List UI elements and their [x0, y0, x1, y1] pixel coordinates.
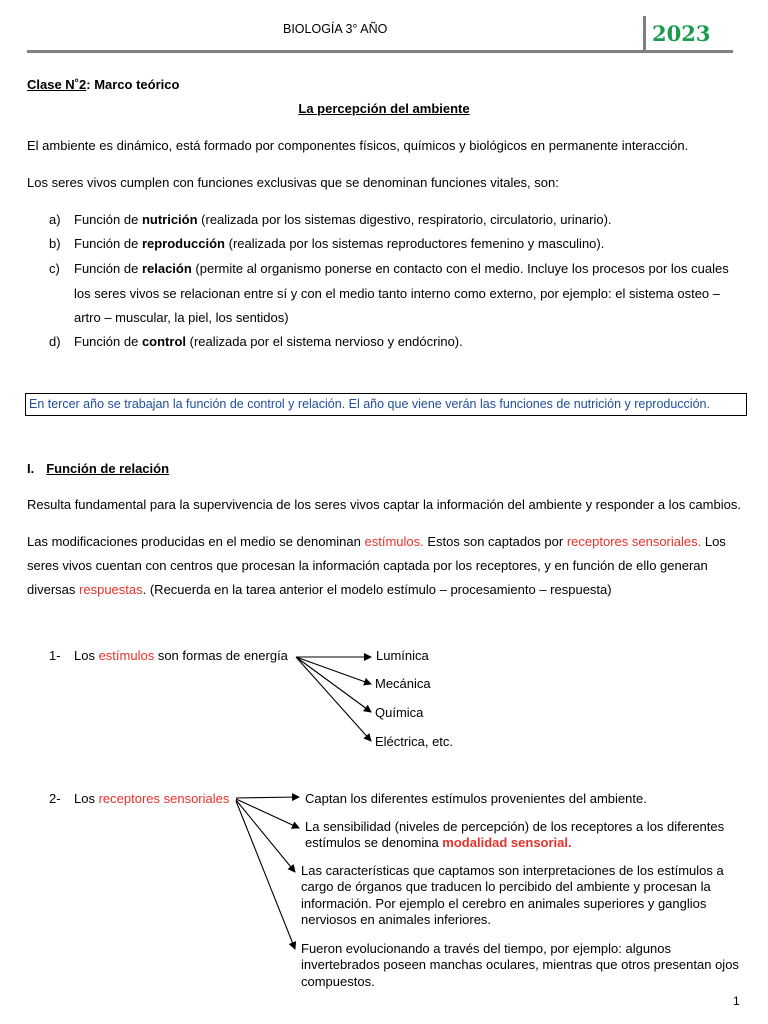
arrow-to-quimica — [296, 657, 371, 712]
paragraph-supervivencia: Resulta fundamental para la supervivencia de los seres vivos captar la información del ambiente y responder a los cambios. — [27, 497, 741, 512]
list-marker-d: d) — [49, 334, 61, 349]
header-year: 2023 — [652, 21, 711, 46]
item2-label: Los receptores sensoriales — [74, 791, 230, 806]
list-item-reproduccion: Función de reproducción (realizada por los sistemas reproductores femenino y masculino). — [74, 236, 605, 251]
arrow-to-evolucion — [236, 801, 295, 949]
energy-type-electrica: Eléctrica, etc. — [375, 734, 454, 749]
receptor-fact-caracteristicas-line4: nerviosos en animales inferiores. — [301, 912, 492, 927]
list-item-control: Función de control (realizada por el sistema nervioso y endócrino). — [74, 334, 463, 349]
callout-text: En tercer año se trabajan la función de control y relación. El año que viene verán las funciones de nutrición y reproducción. — [29, 397, 710, 411]
list-item-relacion: Función de relación (permite al organismo ponerse en contacto con el medio. Incluye los procesos por los cuales — [74, 261, 729, 276]
arrow-to-mecanica — [296, 657, 371, 684]
list-item-relacion-line2: los seres vivos se relacionan entre sí y con el medio tanto interno como externo, por ejemplo: el sistema osteo – — [74, 286, 720, 301]
paragraph-estimulos-line1: Las modificaciones producidas en el medio se denominan estímulos. Estos son captados por receptores sensoriales. Los — [27, 534, 726, 549]
receptor-fact-evolucion-line1: Fueron evolucionando a través del tiempo, por ejemplo: algunos — [301, 941, 672, 956]
arrow-to-captan — [236, 797, 299, 798]
list-marker-b: b) — [49, 236, 61, 251]
receptor-fact-caracteristicas-line1: Las características que captamos son interpretaciones de los estímulos a — [301, 863, 724, 878]
item1-label: Los estímulos son formas de energía — [74, 648, 288, 663]
receptor-fact-caracteristicas-line3: información. Por ejemplo el cerebro en animales superiores y ganglios — [301, 896, 707, 911]
class-label: Clase N˚2 — [27, 77, 87, 92]
paragraph-estimulos-line3: diversas respuestas. (Recuerda en la tarea anterior el modelo estímulo – procesamiento – respuesta) — [27, 582, 612, 597]
receptor-fact-sensibilidad-line1: La sensibilidad (niveles de percepción) de los receptores a los diferentes — [305, 819, 725, 834]
paragraph-funciones-vitales: Los seres vivos cumplen con funciones exclusivas que se denominan funciones vitales, son: — [27, 175, 559, 190]
list-marker-c: c) — [49, 261, 60, 276]
arrow-to-electrica — [296, 657, 371, 741]
receptor-fact-evolucion-line2: invertebrados poseen manchas oculares, mientras que otros presentan ojos — [301, 957, 739, 972]
energy-type-quimica: Química — [375, 705, 424, 720]
energy-type-luminica: Lumínica — [376, 648, 429, 663]
receptor-fact-evolucion-line3: compuestos. — [301, 974, 375, 989]
list-marker-a: a) — [49, 212, 61, 227]
arrow-to-caracteristicas — [236, 800, 295, 872]
header-title: BIOLOGÍA 3° AÑO — [283, 22, 388, 36]
class-topic: : Marco teórico — [86, 77, 180, 92]
paragraph-ambiente: El ambiente es dinámico, está formado por componentes físicos, químicos y biológicos en permanente interacción. — [27, 138, 689, 153]
receptor-fact-caracteristicas-line2: cargo de órganos que traducen lo percibido del ambiente y procesan la — [301, 879, 711, 894]
energy-type-mecanica: Mecánica — [375, 676, 431, 691]
page-number: 1 — [733, 994, 740, 1008]
page-subtitle: La percepción del ambiente — [298, 101, 470, 116]
list-item-relacion-line3: artro – muscular, la piel, los sentidos) — [74, 310, 289, 325]
item1-number: 1- — [49, 648, 61, 663]
section-title: Función de relación — [46, 461, 170, 476]
item2-number: 2- — [49, 791, 61, 806]
receptor-fact-captan: Captan los diferentes estímulos provenientes del ambiente. — [305, 791, 647, 806]
list-item-nutricion: Función de nutrición (realizada por los sistemas digestivo, respiratorio, circulatorio, urinario). — [74, 212, 612, 227]
paragraph-estimulos-line2: seres vivos cuentan con centros que procesan la información captada por los receptores, y en función de ello generan — [27, 558, 708, 573]
section-number: I. — [27, 461, 35, 476]
receptor-fact-sensibilidad-line2: estímulos se denomina modalidad sensorial. — [305, 835, 572, 850]
